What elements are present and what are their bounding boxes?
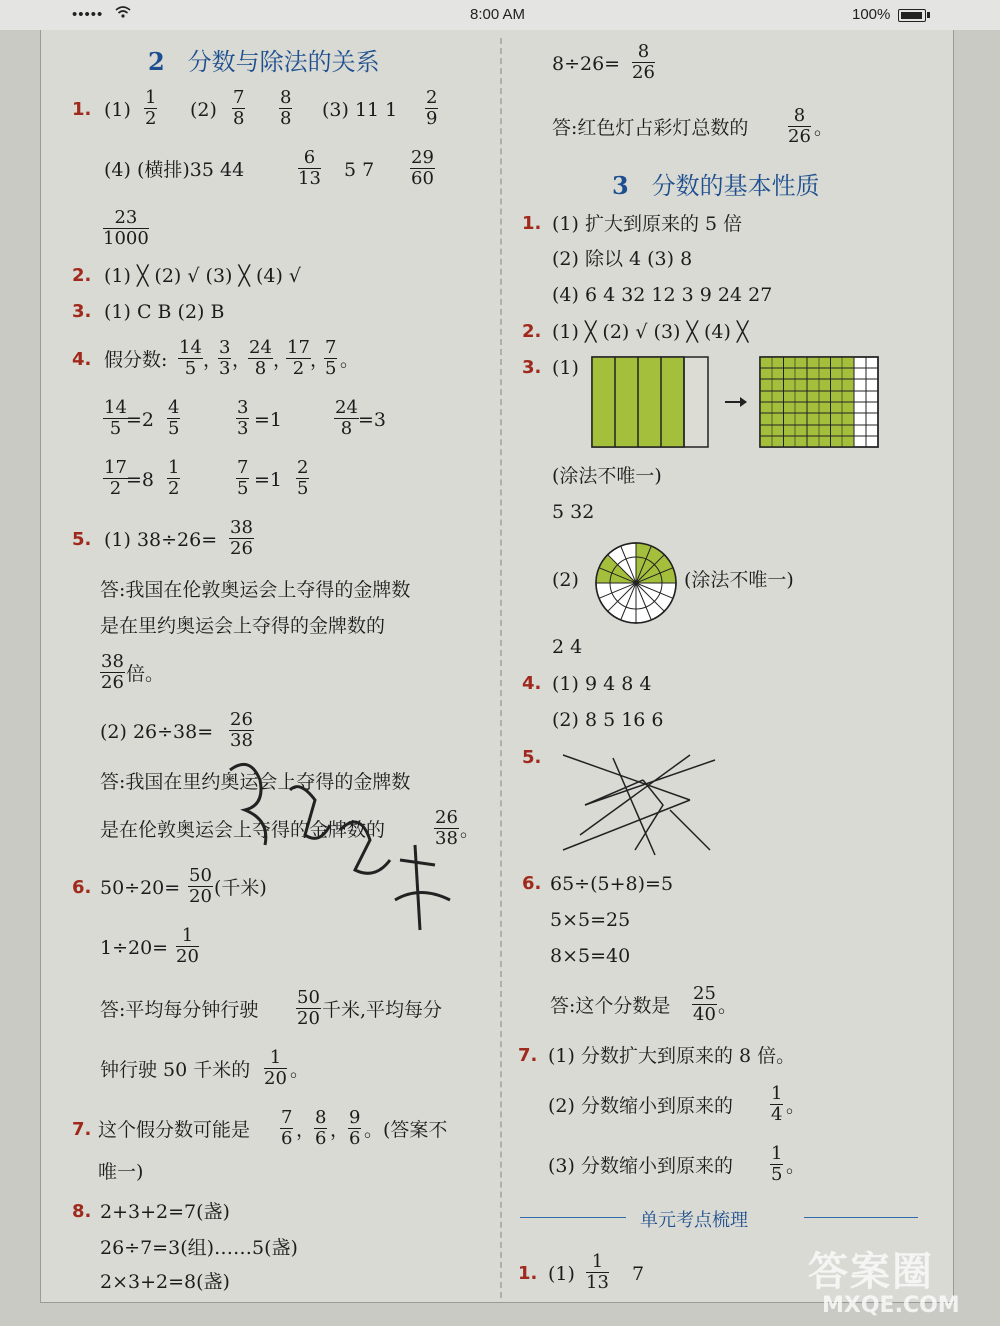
answer-page: [40, 30, 954, 1303]
fraction: $\frac{23}{1000}$: [103, 207, 149, 249]
q-number: 1.: [72, 99, 92, 120]
fraction: $\frac{2}{9}$: [426, 87, 438, 129]
watermark-url: MXQE.COM: [822, 1293, 960, 1318]
fraction: $\frac{7}{8}$: [233, 87, 245, 129]
status-bar: [0, 0, 1000, 30]
column-divider: [500, 38, 502, 1298]
fraction: $\frac{8}{8}$: [280, 87, 292, 129]
handwriting-scribble: [220, 750, 470, 940]
matching-lines-diagram: [555, 750, 725, 860]
section-title-2: 2 分数与除法的关系: [148, 47, 380, 76]
signal-icon: •••••: [72, 6, 104, 23]
watermark-logo: 答案圈: [808, 1249, 934, 1295]
clock: 8:00 AM: [470, 6, 526, 23]
shaded-rectangle-diagram: [590, 355, 890, 451]
wifi-icon: [115, 5, 131, 23]
battery-icon: [898, 9, 926, 22]
section-divider: 单元考点梳理: [520, 1206, 918, 1230]
fraction: $\frac{29}{60}$: [411, 147, 434, 189]
fraction: $\frac{1}{2}$: [145, 87, 157, 129]
fraction: $\frac{6}{13}$: [298, 147, 321, 189]
section-title-3: 3 分数的基本性质: [612, 171, 820, 200]
shaded-circle-diagram: [593, 540, 679, 626]
battery-percent: 100%: [852, 6, 891, 23]
